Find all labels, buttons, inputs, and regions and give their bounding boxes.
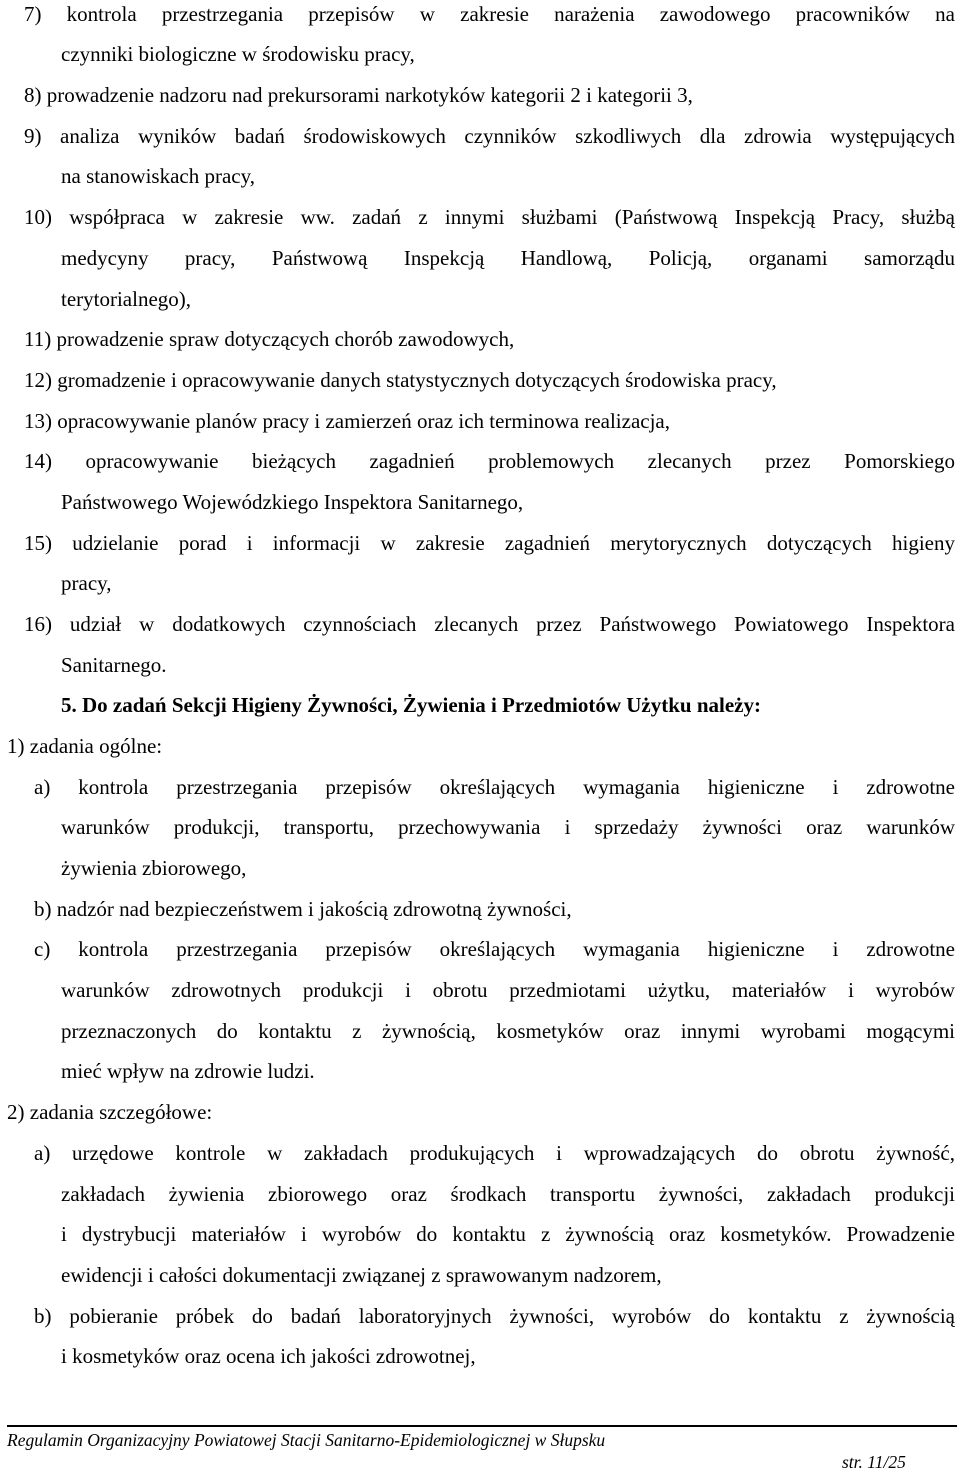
list-item-12: 12) gromadzenie i opracowywanie danych statystycznych dotyczących środowiska pracy, <box>24 368 777 392</box>
general-item-a: a) kontrola przestrzegania przepisów określających wymagania higieniczne i zdrowotne <box>34 775 955 799</box>
list-item-7-cont: czynniki biologiczne w środowisku pracy, <box>61 42 415 66</box>
list-item-13: 13) opracowywanie planów pracy i zamierzeń oraz ich terminowa realizacja, <box>24 409 671 433</box>
list-item-10-end: terytorialnego), <box>61 287 192 311</box>
page-number: str. 11/25 <box>842 1452 906 1470</box>
list-item-8: 8) prowadzenie nadzoru nad prekursorami narkotyków kategorii 2 i kategorii 3, <box>24 83 693 107</box>
list-item-9: 9) analiza wyników badań środowiskowych czynników szkodliwych dla zdrowia występujących <box>24 124 955 148</box>
footer-divider <box>7 1425 957 1427</box>
list-item-16: 16) udział w dodatkowych czynnościach zlecanych przez Państwowego Powiatowego Inspektora <box>24 612 955 636</box>
general-item-a-end: żywienia zbiorowego, <box>61 856 247 880</box>
list-item-10: 10) współpraca w zakresie ww. zadań z innymi służbami (Państwową Inspekcją Pracy, służbą <box>24 205 955 229</box>
detailed-item-b: b) pobieranie próbek do badań laboratoryjnych żywności, wyrobów do kontaktu z żywnością <box>34 1304 955 1328</box>
general-item-c-cont: warunków zdrowotnych produkcji i obrotu przedmiotami użytku, materiałów i wyrobów <box>61 978 955 1002</box>
list-item-15-cont: pracy, <box>61 571 112 595</box>
list-item-15: 15) udzielanie porad i informacji w zakresie zagadnień merytorycznych dotyczących higieny <box>24 531 955 555</box>
list-item-14: 14) opracowywanie bieżących zagadnień problemowych zlecanych przez Pomorskiego <box>24 449 955 473</box>
general-item-c-cont2: przeznaczonych do kontaktu z żywnością, kosmetyków oraz innymi wyrobami mogącymi <box>61 1019 955 1043</box>
general-item-c-end: mieć wpływ na zdrowie ludzi. <box>61 1059 315 1083</box>
general-item-c: c) kontrola przestrzegania przepisów określających wymagania higieniczne i zdrowotne <box>34 937 955 961</box>
list-item-10-cont: medycyny pracy, Państwową Inspekcją Handlową, Policją, organami samorządu <box>61 246 955 270</box>
list-item-16-cont: Sanitarnego. <box>61 653 167 677</box>
general-item-b: b) nadzór nad bezpieczeństwem i jakością zdrowotną żywności, <box>34 897 572 921</box>
detailed-item-a: a) urzędowe kontrole w zakładach produkujących i wprowadzających do obrotu żywność, <box>34 1141 955 1165</box>
detailed-item-b-end: i kosmetyków oraz ocena ich jakości zdrowotnej, <box>61 1344 476 1368</box>
list-item-9-cont: na stanowiskach pracy, <box>61 164 255 188</box>
detailed-item-a-cont: zakładach żywienia zbiorowego oraz środkach transportu żywności, zakładach produkcji <box>61 1182 955 1206</box>
detailed-item-a-cont2: i dystrybucji materiałów i wyrobów do kontaktu z żywnością oraz kosmetyków. Prowadzenie <box>61 1222 955 1246</box>
general-item-a-cont: warunków produkcji, transportu, przechowywania i sprzedaży żywności oraz warunków <box>61 815 955 839</box>
list-item-7: 7) kontrola przestrzegania przepisów w zakresie narażenia zawodowego pracowników na <box>24 2 955 26</box>
subsection-detailed: 2) zadania szczegółowe: <box>7 1100 213 1124</box>
list-item-14-cont: Państwowego Wojewódzkiego Inspektora Sanitarnego, <box>61 490 524 514</box>
list-item-11: 11) prowadzenie spraw dotyczących chorób zawodowych, <box>24 327 515 351</box>
section-heading: 5. Do zadań Sekcji Higieny Żywności, Żywienia i Przedmiotów Użytku należy: <box>61 693 761 717</box>
footer-title: Regulamin Organizacyjny Powiatowej Stacji Sanitarno-Epidemiologicznej w Słupsku <box>7 1430 606 1450</box>
detailed-item-a-end: ewidencji i całości dokumentacji związanej z sprawowanym nadzorem, <box>61 1263 662 1287</box>
subsection-general: 1) zadania ogólne: <box>7 734 163 758</box>
